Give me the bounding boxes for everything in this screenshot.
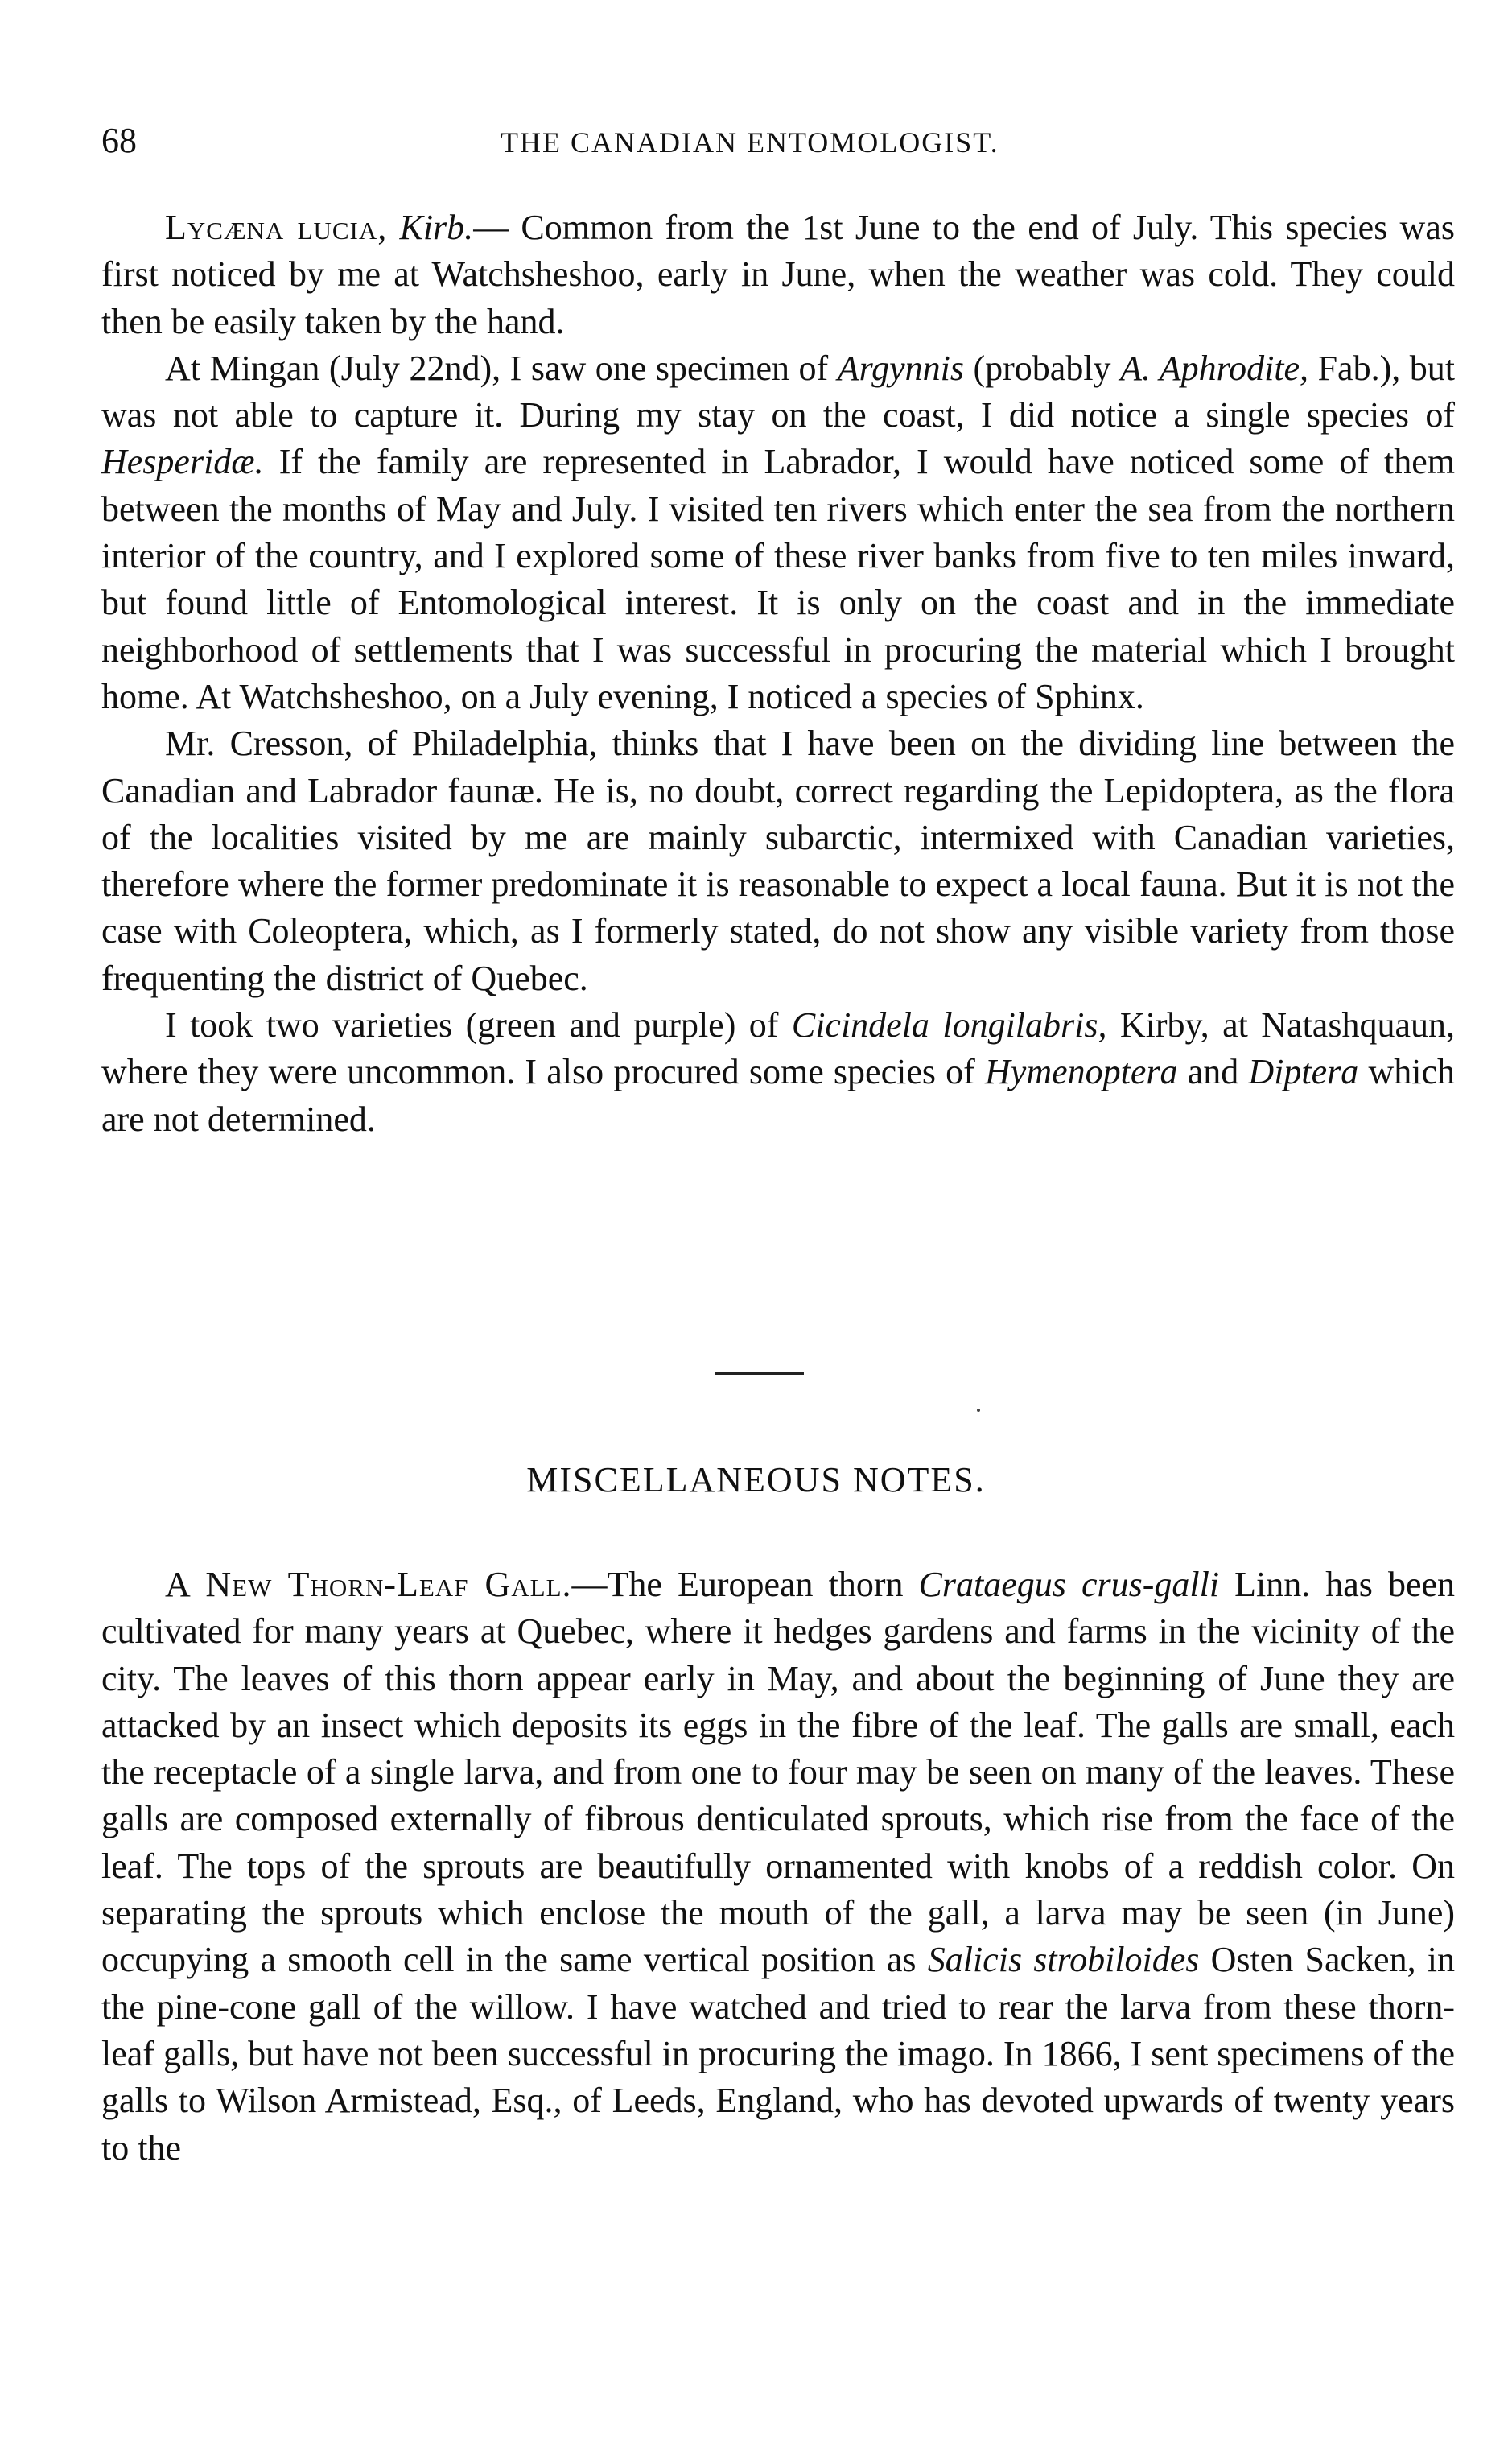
species-author: Kirb.: [399, 208, 474, 247]
paragraph-text: (probably: [963, 348, 1121, 388]
paragraph-text: I took two varieties (green and purple) of: [165, 1005, 792, 1046]
taxon-name: Crataegus crus-galli: [918, 1565, 1220, 1604]
paragraph-lycaena: [101, 204, 1455, 345]
taxon-name: A. Aphrodite,: [1120, 348, 1309, 388]
taxon-name: Cicindela longilabris,: [791, 1005, 1107, 1046]
paragraph-text: which are not determined.: [101, 1052, 1456, 1139]
section-heading: MISCELLANEOUS NOTES.: [526, 1460, 986, 1500]
miscellaneous-notes: [101, 1561, 1455, 2172]
species-name: Lycæna lucia,: [165, 208, 388, 247]
paragraph-text: Kirby, at Natashquaun, where they were uncommon. I also procured some species of: [101, 1005, 1455, 1092]
taxon-name: Hymenoptera: [985, 1052, 1178, 1092]
taxon-name: Salicis strobiloides: [927, 1940, 1200, 1980]
paragraph-text: —The European thorn: [571, 1565, 919, 1604]
running-head: [101, 121, 1512, 161]
article-continuation: [101, 204, 1455, 1143]
paragraph-text: If the family are represented in Labrador, I would have noticed some of them between the months of May and July. I visited ten rivers which enter the sea from the northern interior of the country, and I explored some of these river banks from five to ten miles inward, but found little of Entomological interest. It is only on the coast and in the immediate neighborhood of settlements that I was successful in procuring the material which I brought home. At Watchsheshoo, on a July evening, I noticed a species of Sphinx.: [101, 442, 1455, 716]
print-speck: [977, 1409, 980, 1412]
paragraph-text: — Common from the 1st June to the end of July. This species was first noticed by me at Watchsheshoo, early in June, when the weather was cold. They could then be easily taken by the hand.: [101, 208, 1455, 341]
page-number: 68: [101, 121, 137, 160]
taxon-name: Argynnis: [837, 348, 964, 388]
paragraph-cresson: Mr. Cresson, of Philadelphia, thinks that I have been on the dividing line between the Canadian and Labrador faunæ. He is, no doubt, correct regarding the Lepidoptera, as the flora of the localities visited by me are mainly subarctic, intermixed with Canadian varieties, therefore where the former predominate it is reasonable to expect a local fauna. But it is not the case with Coleoptera, which, as I formerly stated, do not show any visible variety from those frequenting the district of Quebec.: [101, 724, 1455, 998]
paragraph-text: Osten Sacken, in the pine-cone gall of the willow. I have watched and tried to rear the larva from these thorn-leaf galls, but have not been successful in procuring the imago. In 1866, I sent specimens of the galls to Wilson Armistead, Esq., of Leeds, England, who has devoted upwards of twenty years to the: [101, 1940, 1455, 2168]
note-title: A New Thorn-Leaf Gall.: [165, 1565, 572, 1604]
paragraph-text: Fab.), but was not able to capture it. During my stay on the coast, I did notice a single species of: [101, 348, 1455, 435]
journal-title: THE CANADIAN ENTOMOLOGIST.: [501, 126, 999, 159]
paragraph-cicindela: [101, 1002, 1455, 1143]
paragraph-text: and: [1177, 1052, 1249, 1092]
paragraph-text: At Mingan (July 22nd), I saw one specimen of: [165, 348, 838, 388]
paragraph-thorn-leaf-gall: [101, 1561, 1455, 2172]
taxon-name: Diptera: [1248, 1052, 1359, 1092]
paragraph-text: Linn. has been cultivated for many years at Quebec, where it hedges gardens and farms in the vicinity of the city. The leaves of this thorn appear early in May, and about the beginning of June they are attacked by an insect which deposits its eggs in the fibre of the leaf. The galls are small, each the receptacle of a single larva, and from one to four may be seen on many of the leaves. These galls are composed externally of fibrous denticulated sprouts, which rise from the face of the leaf. The tops of the sprouts are beautifully ornamented with knobs of a reddish color. On separating the sprouts which enclose the mouth of the gall, a larva may be seen (in June) occupying a smooth cell in the same vertical position as: [101, 1565, 1456, 1980]
section-divider: [715, 1372, 804, 1375]
paragraph-mingan: [101, 345, 1455, 720]
taxon-name: Hesperidæ.: [101, 442, 264, 482]
